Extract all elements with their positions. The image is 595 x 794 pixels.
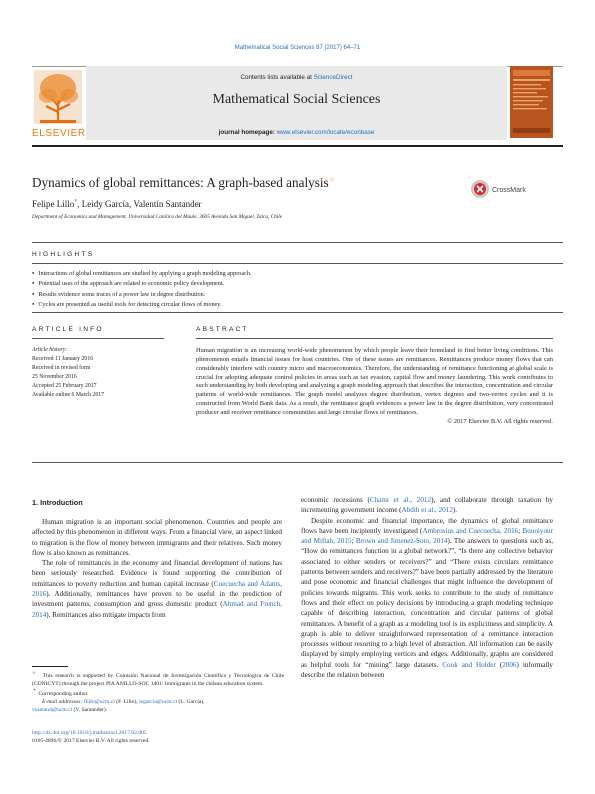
highlights-bottom-rule — [32, 263, 563, 264]
sciencedirect-link[interactable]: ScienceDirect — [313, 74, 353, 81]
title-footnote-mark[interactable]: ☆ — [328, 175, 335, 184]
article-info-heading: ARTICLE INFO — [32, 326, 104, 333]
paragraph: Human migration is an important social phenomenon. Countries and people are affected by this phenomenon in different ways. From a financial view, an aspect linked to migration is the flow of money between immigrants and their relatives. Such money flow is also known as remittances. — [32, 518, 282, 557]
journal-reference[interactable]: Mathematical Social Sciences 87 (2017) 64–71 — [234, 45, 361, 51]
footnote-mark: ☆ — [32, 671, 38, 676]
abstract-heading: ABSTRACT — [196, 326, 249, 333]
history-line: Received 11 January 2016 — [32, 355, 94, 362]
text-run: ). Additionally, remittances have proven to be useful in the prediction of investment patterns, consumption and gross domestic product ( — [32, 590, 282, 609]
abstract-end-rule — [32, 462, 563, 463]
right-column — [301, 495, 553, 680]
section-heading-introduction: 1. Introduction — [32, 498, 83, 507]
author-mark[interactable]: * — [74, 199, 78, 205]
citation-link[interactable]: Chami et al., 2012 — [369, 496, 432, 504]
email-link[interactable]: vsantand@ucm.cl — [32, 706, 73, 713]
article-title-text: Dynamics of global remittances: A graph-based analysis — [32, 175, 329, 190]
citation-link[interactable]: Brown and Jimenez-Soto, 2014 — [355, 537, 448, 546]
journal-cover-thumbnail[interactable] — [510, 66, 553, 138]
highlight-item: ● Results evidence some traces of a power law in degree distribution. — [32, 289, 452, 299]
highlight-item: ● Potential uses of the approach are related to economic policy development. — [32, 278, 452, 288]
elsevier-wordmark: ELSEVIER — [32, 128, 86, 139]
citation-link[interactable]: Cuecuecha and Adams, 2016 — [32, 579, 282, 599]
text-run: ), and collaborate through taxation by incrementing government income ( — [301, 496, 553, 515]
highlights-top-rule — [32, 242, 563, 243]
email-link[interactable]: legarcia@ucm.cl — [139, 699, 178, 706]
text-run: ; — [518, 526, 523, 535]
email-owner: (F. Lillo), — [114, 699, 140, 706]
affiliation: Department of Economics and Management, Universidad Católica del Maule, 3605 Avenida San Miguel, Talca, Chile — [32, 214, 283, 220]
abstract-rule — [196, 338, 553, 339]
author-name: Leidy García — [81, 199, 129, 209]
highlight-item: ● Cycles are presented as useful tools for detecting circular flows of money. — [32, 299, 452, 309]
footnote-emails — [32, 699, 284, 715]
highlights-list — [32, 268, 452, 309]
email-link[interactable]: flillo@ucm.cl — [83, 699, 115, 706]
article-title — [32, 175, 335, 191]
email-owner: (V. Santander). — [72, 706, 108, 713]
email-owner: (L. García), — [177, 699, 205, 706]
article-info-rule — [32, 338, 164, 339]
contents-line — [86, 74, 507, 81]
highlight-item: ● Interactions of global remittances are studied by applying a graph modeling approach. — [32, 268, 452, 278]
doi-link[interactable]: http://dx.doi.org/10.1016/j.mathsocsci.2017.02.005 — [32, 730, 147, 736]
text-run: Despite economic and financial importance, the dynamics of global remittance flows have been incipiently investigated ( — [301, 516, 553, 535]
left-column — [32, 517, 282, 620]
abstract-copyright: © 2017 Elsevier B.V. All rights reserved. — [447, 417, 553, 425]
highlights-heading: HIGHLIGHTS — [32, 251, 95, 258]
author-name: Felipe Lillo — [32, 199, 75, 209]
citation-link[interactable]: Ambrosius and Cuecuecha, 2016 — [422, 526, 519, 535]
citation-link[interactable]: Abdih et al., 2012 — [401, 506, 453, 515]
article-identifiers — [32, 730, 150, 746]
footnote-text: Corresponding author. — [38, 691, 89, 698]
footnote-rule — [32, 666, 68, 667]
journal-title: Mathematical Social Sciences — [212, 92, 381, 107]
history-line: 25 November 2016 — [32, 373, 77, 380]
highlights-end-rule — [32, 312, 563, 313]
paragraph — [301, 495, 553, 516]
text-run: The role of remittances in the economy and financial development of nations has been seriously researched. Evidence is found supporting the contribution of remittances to poverty reduction and human capital increase ( — [32, 559, 282, 588]
text-run: ). — [452, 506, 458, 515]
text-run: ( — [495, 660, 503, 669]
paragraph — [32, 558, 282, 620]
text-run: ). The answers to questions such as, “How do remittances function in a global network?”, “Is there any collective behavior associated to either senders or receivers?” and “There exists circulars remittance patterns between senders and receivers?” have been partially addressed by the literature and pose economic and financial challenges that might influence the development of policies towards migrants. This work seeks to contribute to the study of remittance flows and their effect on policy decisions by introducing a graph modeling technique capable of describing interaction, concentration and circular patterns of global remittances. A benefit of a graph as a modeling tool is its explicitness and simplicity. A graph is able to deliver straightforward representation of a remittance interaction processes without resorting to a high level of abstraction. All information can be easily displayed by simply employing vertices and edges. Additionally, graphs are considered as helpful tools for “mining” large datasets. — [301, 537, 553, 669]
article-history — [32, 346, 162, 399]
crossmark-label: CrossMark — [492, 187, 526, 194]
text-run: ) informally describe the relation between — [301, 660, 553, 680]
issn-line: 0165-4896/© 2017 Elsevier B.V. All rights reserved. — [32, 737, 150, 744]
homepage-line — [86, 129, 507, 136]
citation-link[interactable]: Bouoiyour and Miftah, 2015 — [301, 526, 553, 546]
footnote-mark: * — [33, 689, 36, 695]
text-run: economic recessions ( — [301, 496, 370, 504]
author-list: Felipe Lillo*, Leidy García, Valentín Santander — [32, 199, 202, 209]
text-run: ; — [351, 537, 356, 546]
history-line: Received in revised form — [32, 364, 91, 371]
footnote-corresponding — [32, 688, 284, 699]
citation-link[interactable]: Cook and Holder — [442, 660, 496, 669]
header-bottom-rule — [32, 145, 563, 147]
history-line: Available online 6 March 2017 — [32, 391, 105, 398]
author-name: Valentín Santander — [133, 199, 202, 209]
citation-link[interactable]: Ahmad and French, 2014 — [32, 600, 283, 619]
history-label: Article history: — [32, 347, 68, 353]
footnote-text: This research is supported by Comisión Nacional de Investigación Científica y Tecnológica de Chile (CONICYT) through the project PIA ANILLO-SOC 1401: Immigrants in the chilean education system. — [32, 672, 284, 687]
contents-prefix: Contents lists available at — [240, 74, 314, 81]
abstract-text: Human migration is an increasing world-wide phenomenon by which people leave their homeland to find better living conditions. This phenomenon entails financial issues for host countries. One of these issues are remittances. Remittances produce money flows that can considerably interfere with country micro and macroeconomics. Therefore, the understanding of remittance functioning at global scale is crucial for adopting adequate control policies in areas such as tax evasion, capital flow and money laundering. This work contributes to such understanding by both developing and analyzing a graph modeling approach that describes the interaction, concentration and circular patterns of world-wide remittances. The graph model analyzes degree distribution, vertex degrees and two-vertex cycles and it is constructed from World Bank data. As a result, the remittance graph evidences a power law in the degree distribution, very concentrated producer and receiver remittance communities and large circular flows of remittances. — [196, 347, 553, 416]
footnotes — [32, 670, 284, 715]
abstract-body — [196, 347, 553, 427]
citation-link[interactable]: 2006 — [502, 660, 517, 669]
footnote-funding — [32, 670, 284, 688]
paragraph — [301, 516, 553, 681]
text-run: ). Remittances also mitigate impacts from — [46, 610, 166, 619]
crossmark-badge[interactable] — [470, 178, 540, 200]
email-label: E-mail addresses: — [42, 699, 84, 706]
homepage-link[interactable]: www.elsevier.com/locate/econbase — [276, 129, 375, 136]
history-line: Accepted 25 February 2017 — [32, 382, 97, 389]
homepage-prefix: journal homepage: — [218, 129, 277, 136]
